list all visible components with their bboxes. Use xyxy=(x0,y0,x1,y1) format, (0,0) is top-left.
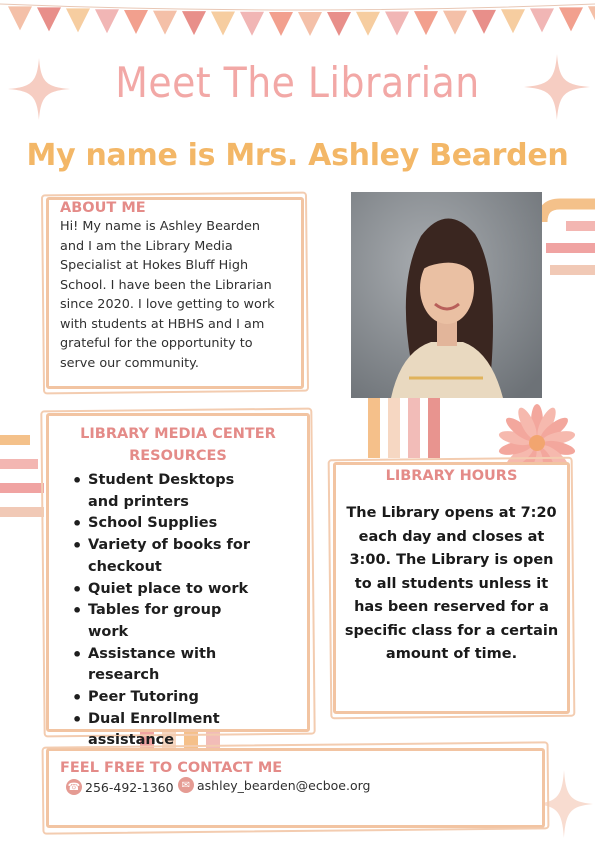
pennant-flag xyxy=(182,11,206,35)
pennant-flag xyxy=(153,11,177,35)
pennant-banner xyxy=(0,0,595,40)
resource-item: • Dual Enrollment assistance xyxy=(88,709,258,752)
pennant-flag xyxy=(95,9,119,33)
pennant-flag xyxy=(588,6,595,30)
resources-heading xyxy=(50,424,306,467)
resources-heading-line2: RESOURCES xyxy=(129,447,227,464)
email-contact[interactable] xyxy=(178,777,370,793)
resource-item: • School Supplies xyxy=(88,513,258,535)
resources-heading-line1: LIBRARY MEDIA CENTER xyxy=(80,426,276,442)
pennant-flag xyxy=(240,12,264,36)
phone-contact[interactable] xyxy=(66,779,174,795)
pennant-flag xyxy=(414,11,438,35)
librarian-name-heading: My name is Mrs. Ashley Bearden xyxy=(26,138,569,173)
resource-item: • Peer Tutoring xyxy=(88,687,258,709)
pennant-flag xyxy=(356,12,380,36)
pennant-flag xyxy=(472,10,496,34)
stripes-decoration xyxy=(368,398,464,458)
pennant-flag xyxy=(443,11,467,35)
about-me-heading: ABOUT ME xyxy=(60,200,146,216)
resource-item: • Tables for group work xyxy=(88,600,258,643)
resource-item: • Variety of books for checkout xyxy=(88,535,258,578)
pennant-flag xyxy=(124,10,148,34)
librarian-portrait-photo xyxy=(351,192,542,398)
resource-item: • Student Desktops and printers xyxy=(88,470,258,513)
pennant-flag xyxy=(298,12,322,36)
phone-number: 256-492-1360 xyxy=(85,779,174,795)
phone-icon: ☎ xyxy=(66,779,82,795)
pennant-flag xyxy=(501,9,525,33)
library-hours-text: The Library opens at 7:20 each day and closes at 3:00. The Library is open to all students unless it has been reserved for a specific class for a certain amount of time. xyxy=(344,505,559,662)
email-address: ashley_bearden@ecboe.org xyxy=(197,777,371,793)
pennant-flag xyxy=(559,7,583,31)
pennant-flag xyxy=(8,6,32,30)
pennant-flag xyxy=(37,7,61,31)
pennant-flag xyxy=(269,12,293,36)
pennant-flag xyxy=(530,8,554,32)
pennant-flag xyxy=(211,11,235,35)
resources-list xyxy=(68,470,258,752)
resource-item: • Assistance with research xyxy=(88,644,258,687)
library-hours-heading: LIBRARY HOURS xyxy=(385,468,518,484)
page-title: Meet The Librarian xyxy=(115,58,480,107)
mail-icon: ✉ xyxy=(178,777,194,793)
rainbow-decoration xyxy=(540,196,595,296)
rainbow-decoration xyxy=(0,430,50,530)
resource-item: • Quiet place to work xyxy=(88,579,258,601)
pennant-flag xyxy=(66,8,90,32)
about-me-text: Hi! My name is Ashley Bearden and I am the Library Media Specialist at Hokes Bluff High School. I have been the Librarian since 2020. I love getting to work with students at HBHS and I am grateful for the opportunity to serve our community. xyxy=(60,219,275,371)
pennant-flag xyxy=(327,12,351,36)
pennant-flag xyxy=(385,11,409,35)
contact-heading: FEEL FREE TO CONTACT ME xyxy=(60,760,283,776)
